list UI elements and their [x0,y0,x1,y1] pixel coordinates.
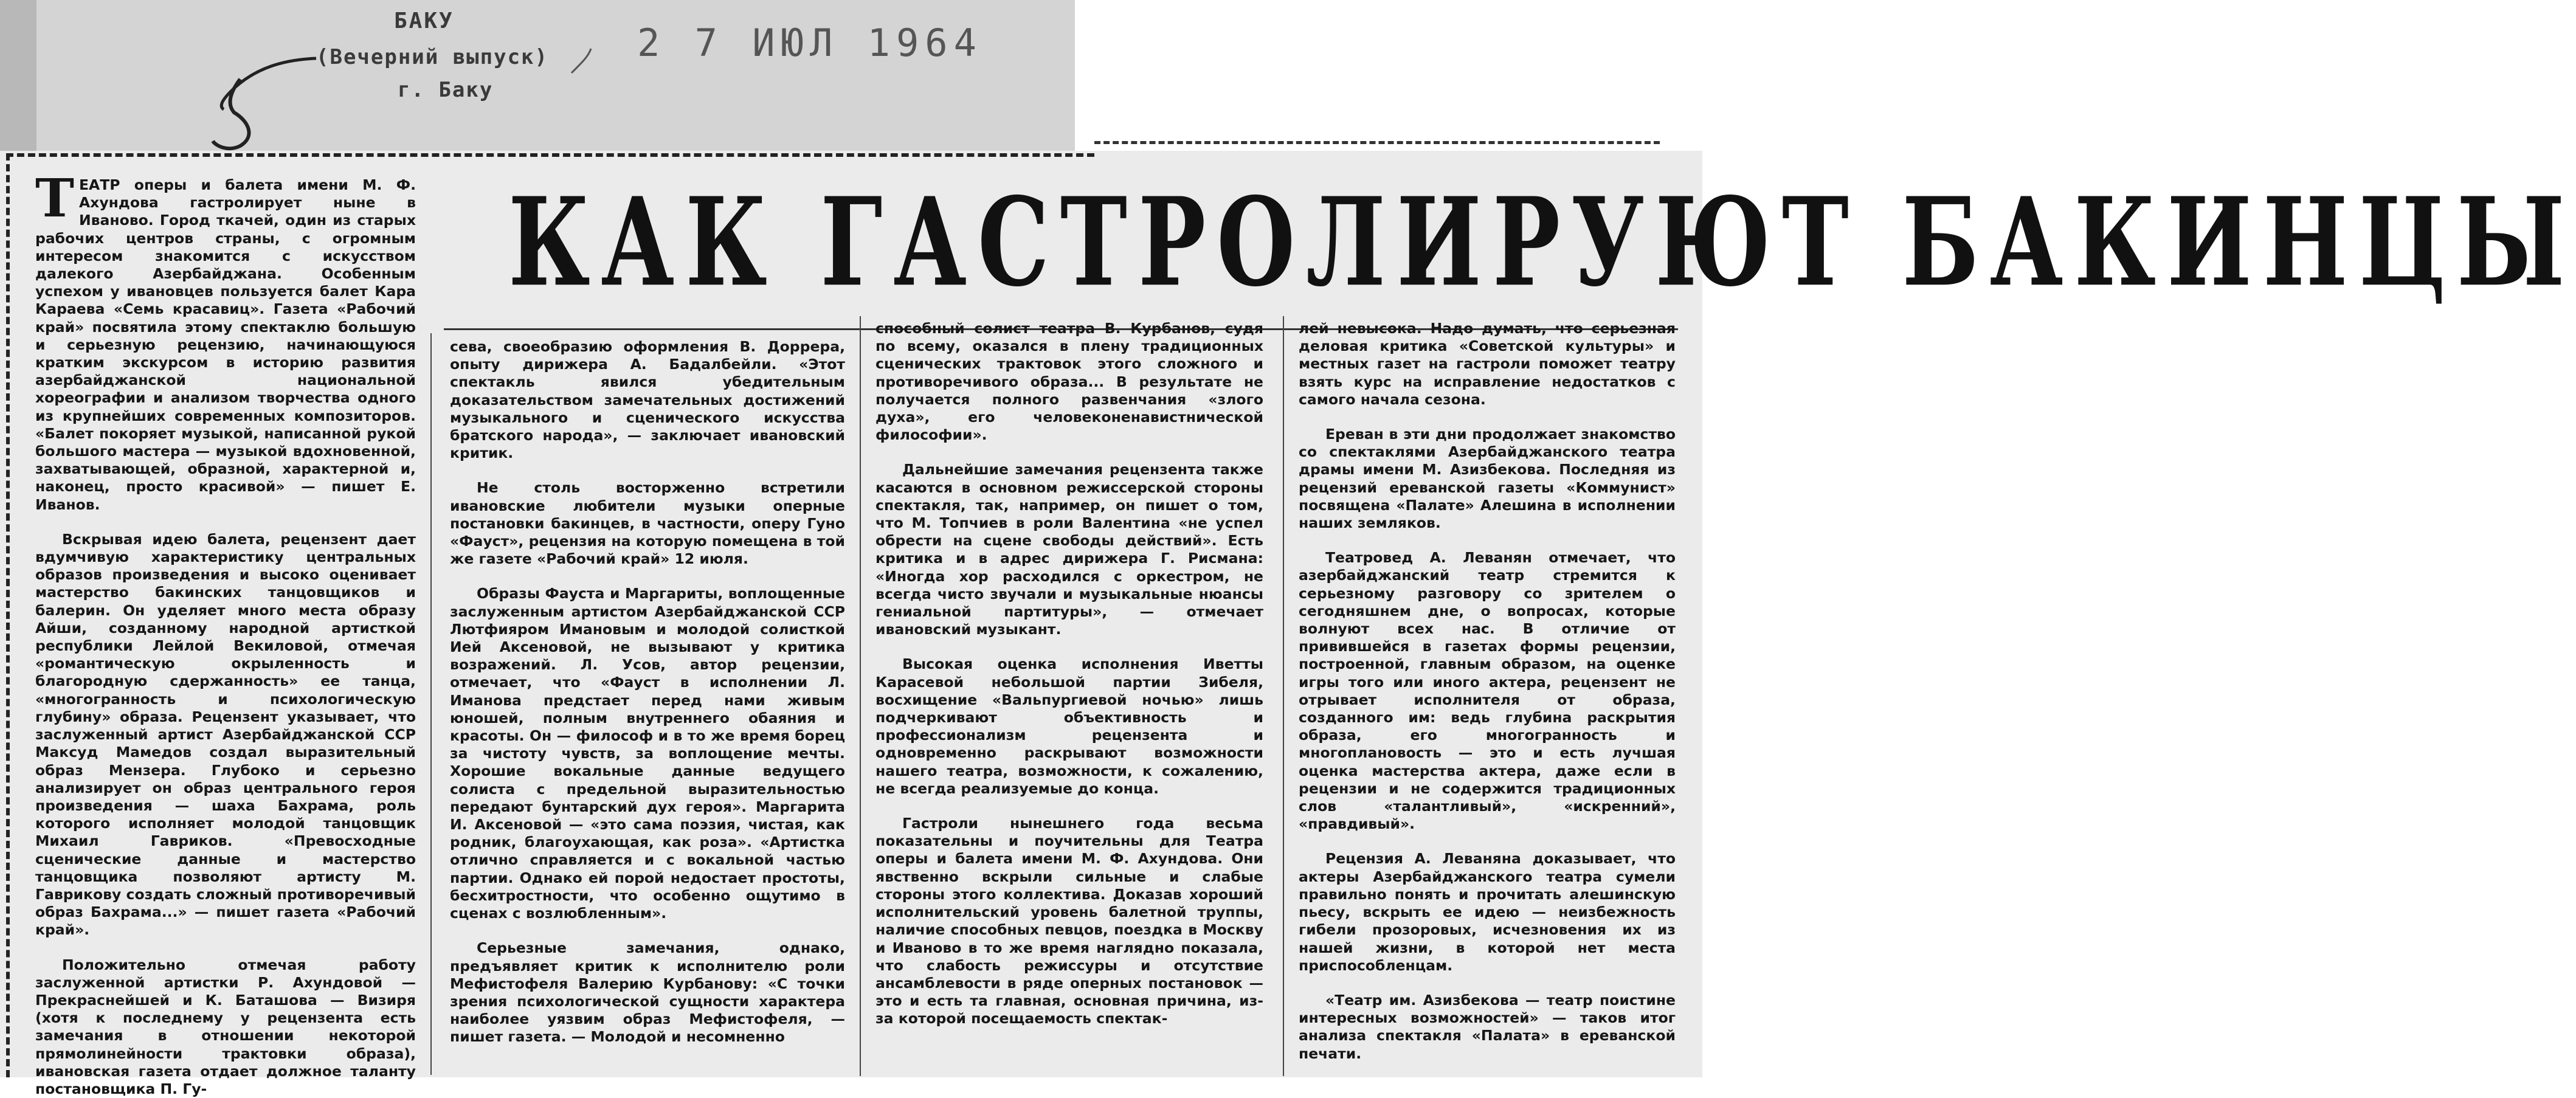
paragraph: Рецензия А. Леваняна доказывает, что актеры Азербайджанского театра сумели правильно понять и прочитать алешинскую пьесу, вскрыть ее идею — неизбежность гибели прозоровых, исчезновения их из нашей жизни, в которой нет места приспособленцам. [1299,850,1676,974]
paragraph: «Театр им. Азизбекова — театр поистине интересных возможностей» — таков итог анализа спектакля «Палата» в ереванской печати. [1299,991,1676,1062]
handwritten-mark-icon [0,0,608,151]
paragraph: Ереван в эти дни продолжает знакомство со спектаклями Азербайджанского театра драмы имени М. Азизбекова. Последняя из рецензий ереванской газеты «Коммунист» посвящена «Палате» Алешина в исполнении наших земляков. [1299,426,1676,532]
clipping-border-top [6,153,1094,157]
source-edition: (Вечерний выпуск) [316,45,548,69]
clipping-border-left [6,153,10,1077]
paragraph: Гастроли нынешнего года весьма показательны и поучительны для Театра оперы и балета имени М. Ф. Ахундова. Они явственно вскрыли сильные и слабые стороны этого коллектива. Доказав хороший исполнительский уровень балетной труппы, наличие способных певцов, поездка в Москву и Иваново в то же время наглядно показала, что слабость режиссуры и отсутствие ансамблевости в ряде оперных постановок — это и есть та главная, основная причина, из-за которой посещаемость спектак- [875,815,1263,1027]
paragraph: Образы Фауста и Маргариты, воплощенные заслуженным артистом Азербайджанской ССР Лютфияром Имановым и молодой солисткой Ией Аксеновой, не вызывают у критика возражений. Л. Усов, автор рецензии, отмечает, что «Фауст в исполнении Л. Иманова предстает перед нами живым юношей, полным внутреннего обаяния и красоты. Он — философ и в то же время борец за чистоту чувств, за воплощение мечты. Хорошие вокальные данные ведущего солиста с предельной выразительностью передают бунтарский дух героя». Маргарита И. Аксеновой — «это сама поэзия, чистая, как родник, благоухающая, как роза». «Артистка отлично справляется и с вокальной частью партии. Однако ей порой недостает простоты, бесхитростности, что особенно ощутимо в сценах с возлюбленным». [450,585,845,922]
column-rule [1283,316,1284,1076]
paragraph: лей невысока. Надо думать, что серьезная деловая критика «Советской культуры» и местных газет на гастроли поможет театру взять курс на исправление недостатков с самого начала сезона. [1299,320,1676,408]
clipping-border-top-right [1094,141,1660,144]
paragraph [35,168,416,514]
paragraph: сева, своеобразию оформления В. Доррера, опыту дирижера А. Бадалбейли. «Этот спектакль явился убедительным доказательством замечательных достижений музыкального и сценического искусства братского народа», — заключает ивановский критик. [450,338,845,462]
paragraph-text: ЕАТР оперы и балета имени М. Ф. Ахундова гастролирует ныне в Иваново. Город ткачей, один из старых рабочих центров страны, с огромным интересом знакомится с искусством далекого Азербайджана. Особенным успехом у ивановцев пользуется балет Кара Караева «Семь красавиц». Газета «Рабочий край» посвятила этому спектаклю большую и серьезную рецензию, начинающуюся кратким экскурсом в историю развития азербайджанской национальной хореографии и анализом творчества одного из крупнейших современных композиторов. «Балет покоряет музыкой, написанной рукой большого мастера — музыкой вдохновенной, захватывающей, образной, характерной и, наконец, просто красивой» — пишет Е. Иванов. [35,176,416,513]
article-column-1 [35,168,416,1098]
paragraph: Серьезные замечания, однако, предъявляет критик к исполнителю роли Мефистофеля Валерию Курбанову: «С точки зрения психологической сущности характера наиболее уязвим образ Мефистофеля, — пишет газета. — Молодой и несомненно [450,939,845,1046]
source-location: г. Баку [398,78,494,102]
source-city: БАКУ [394,9,454,33]
paragraph: Положительно отмечая работу заслуженной артистки Р. Ахундовой — Прекраснейшей и К. Баташова — Визиря (хотя к последнему у рецензента есть замечания в отношении некоторой прямолинейности трактовки образа), ивановская газета отдает должное таланту постановщика П. Гу- [35,956,416,1097]
paragraph: Высокая оценка исполнения Иветты Карасевой небольшой партии Зибеля, восхищение «Вальпургиевой ночью» лишь подчеркивают объективность и профессионализм рецензента и одновременно раскрывают возможности нашего театра, возможности, к сожалению, не всегда реализуемые до конца. [875,655,1263,797]
article-column-3 [875,320,1263,1028]
article-headline: КАК ГАСТРОЛИРУЮТ БАКИНЦЫ [508,170,2576,314]
paragraph: Театровед А. Леванян отмечает, что азербайджанский театр стремится к серьезному разговору со зрителем о сегодняшнем дне, о вопросах, которые волнуют всех нас. В отличие от привившейся в газетах формы рецензии, построенной, главным образом, на оценке игры того или иного актера, рецензент не отрывает исполнителя от образа, созданного им: ведь глубина раскрытия образа, его многогранность и многоплановость — это и есть лучшая оценка мастерства актера, даже если в рецензии и не содержится традиционных слов «талантливый», «искренний», «правдивый». [1299,549,1676,833]
article-column-4 [1299,320,1676,1063]
column-rule [860,316,861,1076]
drop-cap: Т [35,168,74,229]
column-rule [430,333,432,1075]
date-stamp: 2 7 ИЮЛ 1964 [637,21,982,65]
paragraph: способный солист театра В. Курбанов, судя по всему, оказался в плену традиционных сценических трактовок этого сложного и противоречивого образа... В результате не получается полного развенчания «злого духа», его человеконенавистнической философии». [875,320,1263,444]
paragraph: Не столь восторженно встретили ивановские любители музыки оперные постановки бакинцев, в частности, оперу Гуно «Фауст», рецензия на которую помещена в той же газете «Рабочий край» 12 июля. [450,479,845,568]
paragraph: Вскрывая идею балета, рецензент дает вдумчивую характеристику центральных образов произведения и высоко оценивает мастерство бакинских танцовщиков и балерин. Он уделяет много места образу Айши, созданному народной артисткой республики Лейлой Векиловой, отмечая «романтическую окрыленность и благородную сдержанность» ее танца, «многогранность и психологическую глубину» образа. Рецензент указывает, что заслуженный артист Азербайджанской ССР Максуд Мамедов создал выразительный образ Мензера. Глубоко и серьезно анализирует он образ центрального героя произведения — шаха Бахрама, роль которого исполняет молодой танцовщик Михаил Гавриков. «Превосходные сценические данные и мастерство танцовщика позволяют артисту М. Гаврикову создать сложный противоречивый образ Бахрама...» — пишет газета «Рабочий край». [35,530,416,939]
paragraph: Дальнейшие замечания рецензента также касаются в основном режиссерской стороны спектакля, так, например, он пишет о том, что М. Топчиев в роли Валентина «не успел обрести на сцене свободы действий». Есть критика и в адрес дирижера Г. Рисмана: «Иногда хор расходился с оркестром, не всегда чисто звучали и музыкальные нюансы гениальной партитуры», — отмечает ивановский музыкант. [875,461,1263,638]
article-column-2 [450,338,845,1046]
